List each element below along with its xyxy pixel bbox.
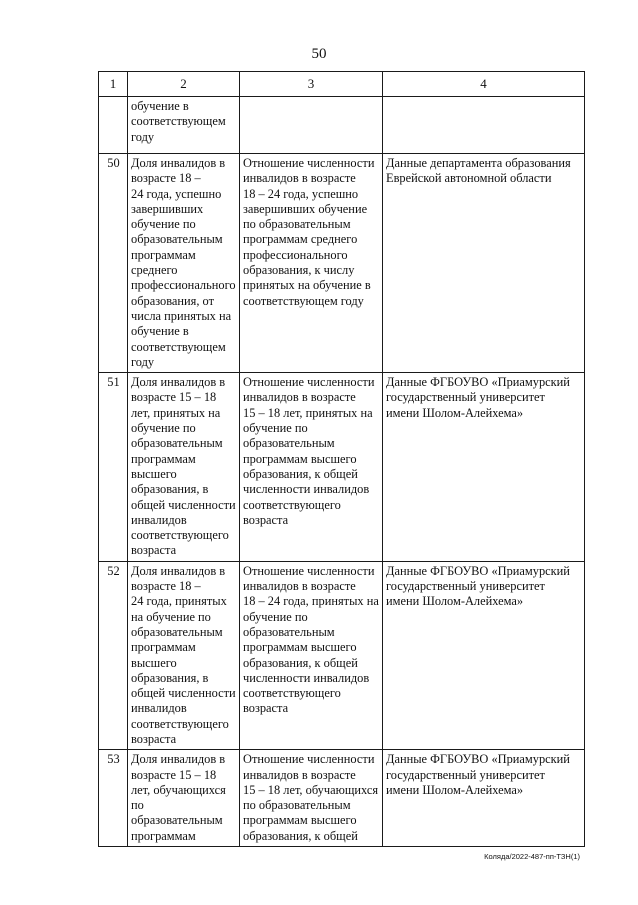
column-header: 4 (383, 72, 585, 97)
indicator-text: Доля инвалидов в возрасте 18 – 24 года, принятых на обучение по образовательным программам высшего образования, в общей численности инвалидов соответствующего возраста (131, 563, 236, 746)
indicator-cell (128, 154, 240, 373)
document-code: Коляда/2022-487-пп-ТЗН(1) (484, 852, 580, 861)
indicator-cell (128, 561, 240, 750)
source-text: Данные департамента образования Еврейской автономной области (386, 156, 571, 186)
calculation-cell (240, 750, 383, 847)
table-row (99, 561, 585, 750)
calculation-cell (240, 373, 383, 562)
source-cell (383, 97, 585, 154)
source-cell (383, 373, 585, 562)
table-header-row (99, 72, 585, 97)
calculation-cell (240, 561, 383, 750)
indicator-text: Доля инвалидов в возрасте 18 – 24 года, успешно завершивших обучение по образовательным программам среднего профессионального образования, от числа принятых на обучение в соответствующем году (131, 156, 236, 369)
source-text: Данные ФГБОУВО «Приамурский государственный университет имени Шолом-Алейхема» (386, 563, 570, 609)
calculation-text: Отношение численности инвалидов в возрасте 18 – 24 года, принятых на обучение по образовательным программам высшего образования, к общей численности инвалидов соответствующего возраста (243, 563, 379, 716)
table-row (99, 750, 585, 847)
source-cell (383, 154, 585, 373)
source-cell (383, 750, 585, 847)
indicator-text: Доля инвалидов в возрасте 15 – 18 лет, обучающихся по образовательным программам (131, 752, 226, 843)
row-number-cell: 53 (99, 750, 128, 847)
indicators-table (98, 71, 585, 847)
indicator-cell (128, 97, 240, 154)
row-number-cell: 50 (99, 154, 128, 373)
table-row (99, 97, 585, 154)
source-text: Данные ФГБОУВО «Приамурский государственный университет имени Шолом-Алейхема» (386, 752, 570, 797)
calculation-text: Отношение численности инвалидов в возрасте 15 – 18 лет, принятых на обучение по образовательным программам высшего образования, к общей численности инвалидов соответствующего возраста (243, 375, 375, 527)
source-cell (383, 561, 585, 750)
table-row (99, 373, 585, 562)
indicator-cell (128, 373, 240, 562)
calculation-cell (240, 154, 383, 373)
column-header: 3 (240, 72, 383, 97)
calculation-text: Отношение численности инвалидов в возрасте 18 – 24 года, успешно завершивших обучение по образовательным программам среднего профессионального образования, к числу принятых на обучение в соответствующем году (243, 156, 375, 308)
column-header: 2 (128, 72, 240, 97)
row-number-cell (99, 97, 128, 154)
indicator-cell (128, 750, 240, 847)
calculation-text: Отношение численности инвалидов в возрасте 15 – 18 лет, обучающихся по образовательным программам высшего образования, к общей (243, 752, 379, 843)
source-text: Данные ФГБОУВО «Приамурский государственный университет имени Шолом-Алейхема» (386, 375, 570, 420)
calculation-cell (240, 97, 383, 154)
column-header: 1 (99, 72, 128, 97)
row-number-cell: 51 (99, 373, 128, 562)
page-number: 50 (311, 46, 327, 62)
indicator-text: Доля инвалидов в возрасте 15 – 18 лет, принятых на обучение по образовательным программам высшего образования, в общей численности инвалидов соответствующего возраста (131, 375, 236, 558)
table-row (99, 154, 585, 373)
indicator-text: обучение в соответствующем году (131, 99, 226, 144)
row-number-cell: 52 (99, 561, 128, 750)
